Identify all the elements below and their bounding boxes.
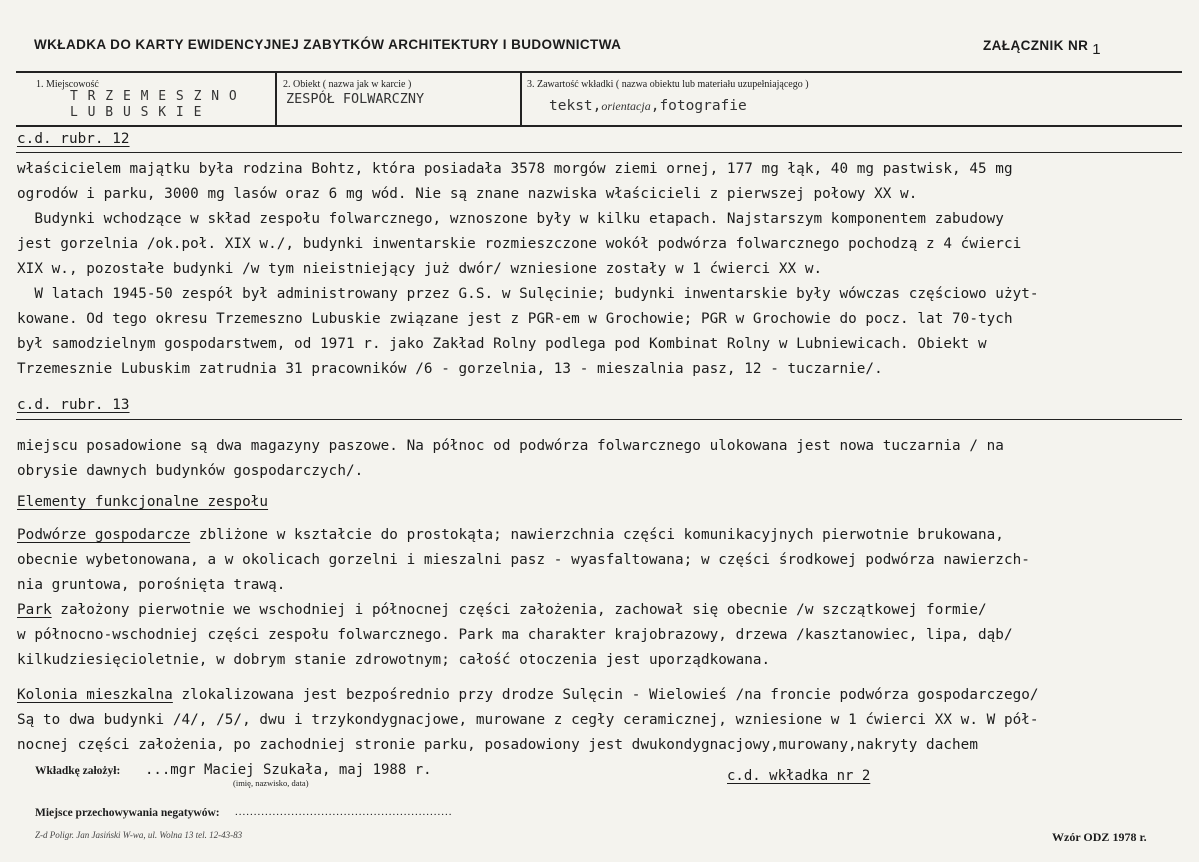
text-line: jest gorzelnia /ok.poł. XIX w./, budynki inwentarskie rozmieszczone wokół podwórza folwarcznego pochodzą z 4 ćwierci bbox=[17, 236, 1022, 252]
annex-label bbox=[983, 37, 1102, 58]
rubr12-rule bbox=[16, 152, 1182, 153]
yard-term: Podwórze gospodarcze bbox=[17, 527, 191, 543]
text-line: Są to dwa budynki /4/, /5/, dwu i trzykondygnacjowe, murowane z cegły ceramicznej, wzniesione w 1 ćwierci XX w. W pół- bbox=[17, 712, 1039, 728]
next-insert-note: c.d. wkładka nr 2 bbox=[727, 768, 871, 784]
elements-heading: Elementy funkcjonalne zespołu bbox=[17, 494, 269, 510]
text-line: był samodzielnym gospodarstwem, od 1971 r. jako Zakład Rolny podlega pod Kombinat Rolny w Lubniewicach. Obiekt w bbox=[17, 336, 987, 352]
text-line bbox=[17, 602, 987, 618]
text-line: XIX w., pozostałe budynki /w tym nieistniejący już dwór/ wzniesione zostały w 1 ćwierci XX w. bbox=[17, 261, 823, 277]
rubr12-heading: c.d. rubr. 12 bbox=[17, 131, 130, 147]
text-line: miejscu posadowione są dwa magazyny paszowe. Na północ od podwórza folwarcznego ulokowana jest nowa tuczarnia / na bbox=[17, 438, 1004, 454]
colony-term: Kolonia mieszkalna bbox=[17, 687, 173, 703]
top-rule bbox=[16, 71, 1182, 73]
text-line: nocnej części założenia, po zachodniej stronie parku, posadowiony jest dwukondygnacjowy,murowany,nakryty dachem bbox=[17, 737, 978, 753]
author-value: ...mgr Maciej Szukała, maj 1988 r. bbox=[145, 762, 432, 778]
form-title: WKŁADKA DO KARTY EWIDENCYJNEJ ZABYTKÓW ARCHITEKTURY I BUDOWNICTWA bbox=[34, 37, 622, 52]
field-object-label: 2. Obiekt ( nazwa jak w karcie ) bbox=[283, 79, 412, 90]
author-label: Wkładkę założył: bbox=[35, 765, 121, 777]
colony-text: zlokalizowana jest bezpośrednio przy drodze Sulęcin - Wielowieś /na froncie podwórza gospodarczego/ bbox=[172, 687, 1039, 703]
text-line: ogrodów i parku, 3000 mg lasów oraz 6 mg wód. Nie są znane nazwiska właścicieli z pierwszej połowy XX w. bbox=[17, 186, 918, 202]
form-model: Wzór ODZ 1978 r. bbox=[1052, 830, 1147, 844]
annex-label-text: ZAŁĄCZNIK NR bbox=[983, 38, 1089, 53]
negatives-label: Miejsce przechowywania negatywów: bbox=[35, 807, 220, 819]
field-contents-value bbox=[549, 98, 747, 114]
field-object-value: ZESPÓŁ FOLWARCZNY bbox=[286, 91, 425, 107]
text-line bbox=[17, 527, 1004, 543]
text-line: obrysie dawnych budynków gospodarczych/. bbox=[17, 463, 364, 479]
field-divider-2 bbox=[520, 72, 522, 126]
field-divider-1 bbox=[275, 72, 277, 126]
text-line: nia gruntowa, porośnięta trawą. bbox=[17, 577, 286, 593]
text-line: kowane. Od tego okresu Trzemeszno Lubuskie związane jest z PGR-em w Grochowie; PGR w Grochowie do pocz. lat 70-tych bbox=[17, 311, 1013, 327]
text-line: obecnie wybetonowana, a w okolicach gorzelni i mieszalni pasz - wyasfaltowana; w części środkowej podwórza nawierzch- bbox=[17, 552, 1030, 568]
text-line: Trzemesznie Lubuskim zatrudnia 31 pracowników /6 - gorzelnia, 13 - mieszalnia pasz, 12 - tuczarnie/. bbox=[17, 361, 883, 377]
contents-text-b: ,fotografie bbox=[650, 98, 747, 114]
text-line: kilkudziesięcioletnie, w dobrym stanie zdrowotnym; całość otoczenia jest uporządkowana. bbox=[17, 652, 771, 668]
field-locality-value: T R Z E M E S Z N O bbox=[70, 89, 238, 104]
field-locality-label: 1. Miejscowość bbox=[36, 79, 99, 90]
rubr13-heading: c.d. rubr. 13 bbox=[17, 397, 130, 413]
field-locality-value-2: L U B U S K I E bbox=[70, 105, 203, 120]
text-line: w północno-wschodniej części zespołu folwarcznego. Park ma charakter krajobrazowy, drzewa /kasztanowiec, lipa, dąb/ bbox=[17, 627, 1013, 643]
annex-number: 1 bbox=[1092, 41, 1102, 58]
contents-text-a: tekst, bbox=[549, 98, 602, 114]
printer-note: Z-d Poligr. Jan Jasiński W-wa, ul. Wolna 13 tel. 12-43-83 bbox=[35, 830, 243, 840]
park-text: założony pierwotnie we wschodniej i północnej części założenia, zachował się obecnie /w szczątkowej formie/ bbox=[51, 602, 987, 618]
yard-text: zbliżone w kształcie do prostokąta; nawierzchnia części komunikacyjnych pierwotnie brukowana, bbox=[190, 527, 1004, 543]
text-line: właścicielem majątku była rodzina Bohtz, która posiadała 3578 morgów ziemi ornej, 177 mg łąk, 40 mg pastwisk, 45 mg bbox=[17, 161, 1013, 177]
author-sublabel: (imię, nazwisko, data) bbox=[233, 778, 309, 788]
rubr13-rule bbox=[16, 419, 1182, 420]
fields-bottom-rule bbox=[16, 125, 1182, 127]
text-line: W latach 1945-50 zespół był administrowany przez G.S. w Sulęcinie; budynki inwentarskie były wówczas częściowo użyt- bbox=[17, 286, 1039, 302]
park-term: Park bbox=[17, 602, 52, 618]
text-line bbox=[17, 687, 1039, 703]
negatives-dots: .......................................................... bbox=[235, 806, 453, 818]
text-line: Budynki wchodzące w skład zespołu folwarcznego, wznoszone były w kilku etapach. Najstarszym komponentem zabudowy bbox=[17, 211, 1004, 227]
field-contents-label: 3. Zawartość wkładki ( nazwa obiektu lub materiału uzupełniającego ) bbox=[527, 79, 809, 90]
contents-handwritten: orientacja bbox=[601, 99, 651, 113]
